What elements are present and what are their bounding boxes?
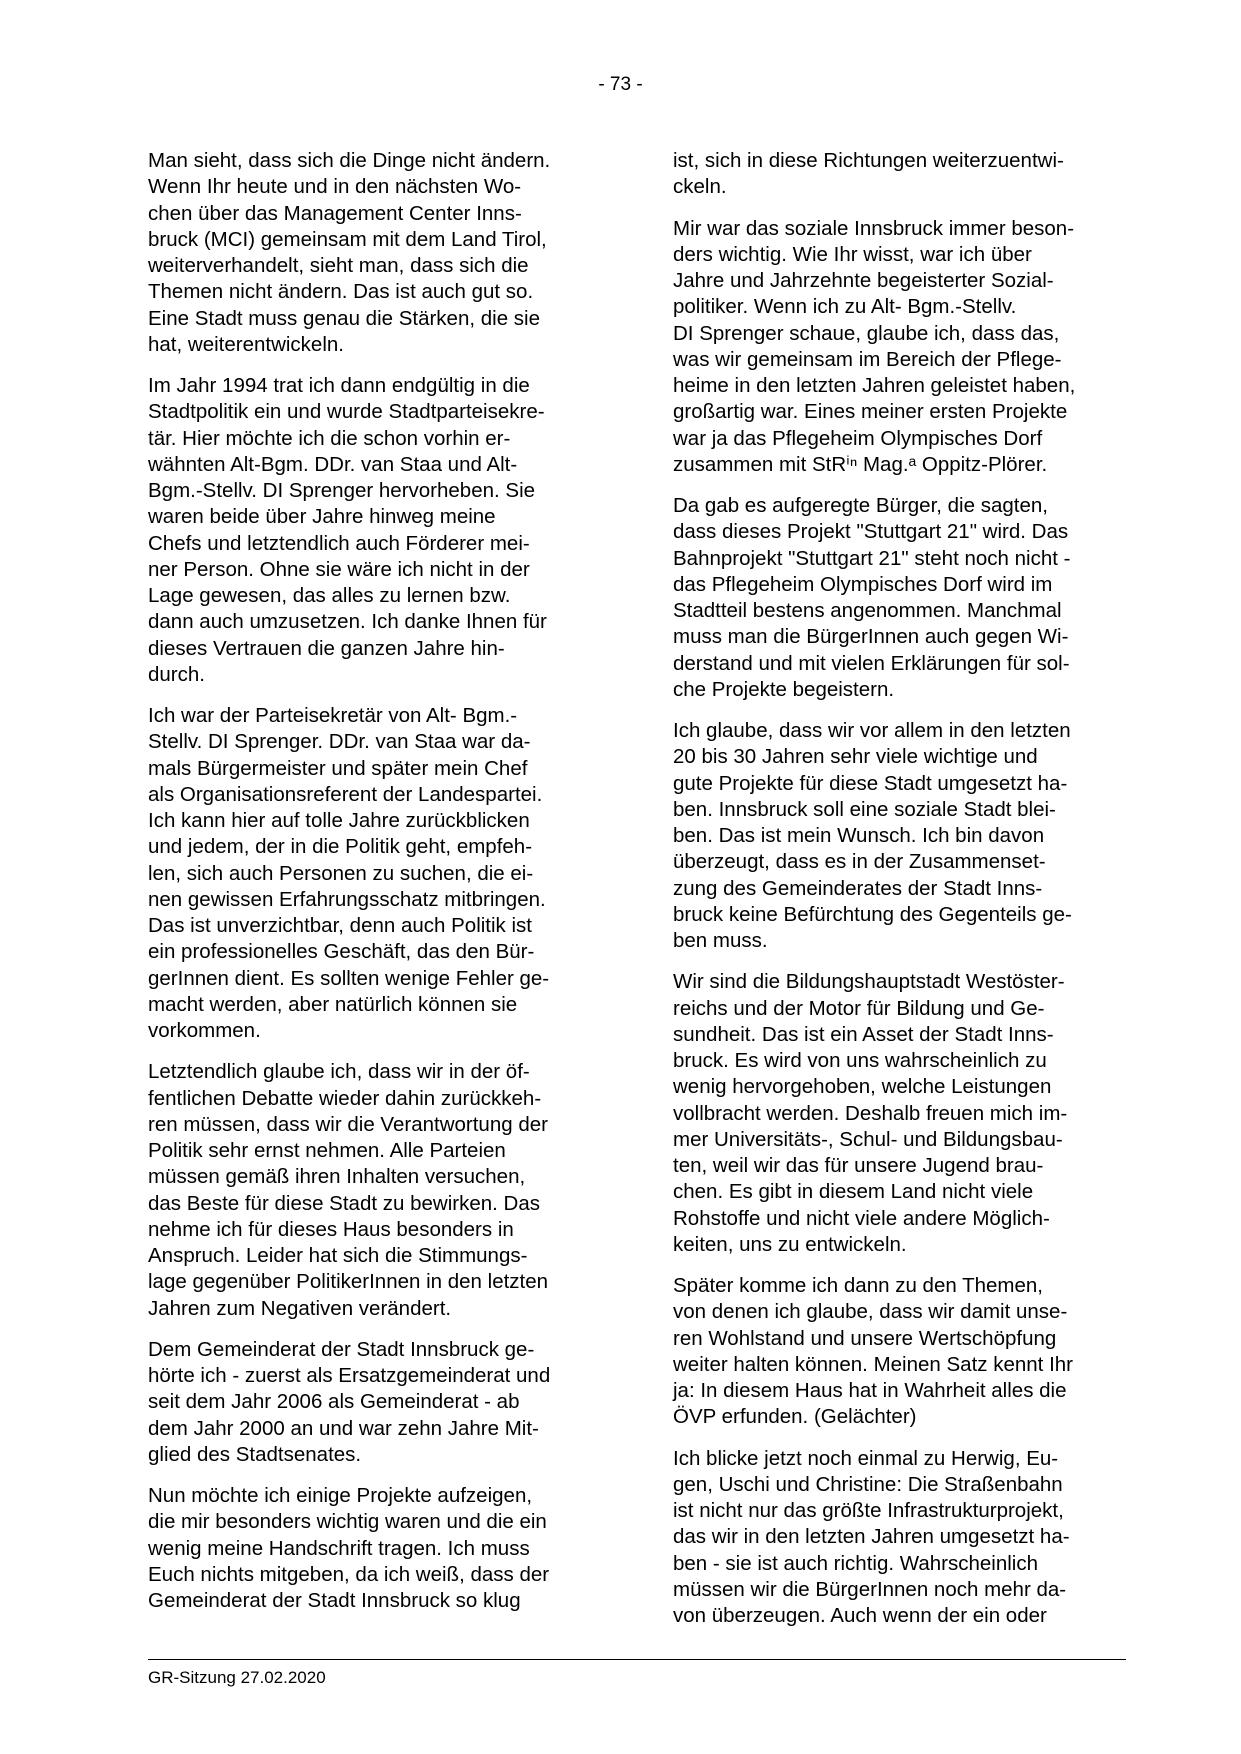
paragraph: Mir war das soziale Innsbruck immer beson- ders wichtig. Wie Ihr wisst, war ich über Jahre und Jahrzehnte begeisterter Sozial- politiker. Wenn ich zu Alt- Bgm.-Stellv. DI Sprenger schaue, glaube ich, dass das, was wir gemeinsam im Bereich der Pflege- heime in den letzten Jahren geleistet haben, großartig war. Eines meiner ersten Projekte war ja das Pflegeheim Olympisches Dorf zusammen mit StRⁱⁿ Mag.ᵃ Oppitz-Plörer. bbox=[673, 216, 1076, 476]
paragraph: Ich blicke jetzt noch einmal zu Herwig, Eu- gen, Uschi und Christine: Die Straßenbahn ist nicht nur das größte Infrastrukturprojekt, das wir in den letzten Jahren umgesetzt ha- ben - sie ist auch richtig. Wahrscheinlich müssen wir die BürgerInnen noch mehr da- von überzeugen. Auch wenn der ein oder bbox=[673, 1446, 1070, 1627]
paragraph: Im Jahr 1994 trat ich dann endgültig in die Stadtpolitik ein und wurde Stadtparteisekre- tär. Hier möchte ich die schon vorhin er- wähnten Alt-Bgm. DDr. van Staa und Alt- Bgm.-Stellv. DI Sprenger hervorheben. Sie waren beide über Jahre hinweg meine Chefs und letztendlich auch Förderer mei- ner Person. Ohne sie wäre ich nicht in der Lage gewesen, das alles zu lernen bzw. dann auch umzusetzen. Ich danke Ihnen für dieses Vertrauen die ganzen Jahre hin- durch. bbox=[148, 374, 547, 686]
paragraph: Später komme ich dann zu den Themen, von denen ich glaube, dass wir damit unse- ren Wohlstand und unsere Wertschöpfung weiter halten können. Meinen Satz kennt Ihr ja: In diesem Haus hat in Wahrheit alles die ÖVP erfunden. (Gelächter) bbox=[673, 1274, 1073, 1429]
paragraph: Nun möchte ich einige Projekte aufzeigen, die mir besonders wichtig waren und die ein wenig meine Handschrift tragen. Ich muss Euch nichts mitgeben, da ich weiß, dass der Gemeinderat der Stadt Innsbruck so klug bbox=[148, 1484, 550, 1612]
left-column bbox=[148, 148, 598, 1629]
paragraph: ist, sich in diese Richtungen weiterzuentwi- ckeln. bbox=[673, 149, 1064, 199]
right-column bbox=[673, 148, 1123, 1644]
footer-session-date: GR-Sitzung 27.02.2020 bbox=[148, 1668, 326, 1687]
paragraph: Man sieht, dass sich die Dinge nicht ändern. Wenn Ihr heute und in den nächsten Wo- chen über das Management Center Inns- bruck (MCI) gemeinsam mit dem Land Tirol, weiterverhandelt, sieht man, dass sich die Themen nicht ändern. Das ist auch gut so. Eine Stadt muss genau die Stärken, die sie hat, weiterentwickeln. bbox=[148, 149, 551, 356]
paragraph: Ich glaube, dass wir vor allem in den letzten 20 bis 30 Jahren sehr viele wichtige und gute Projekte für diese Stadt umgesetzt ha- ben. Innsbruck soll eine soziale Stadt blei- ben. Das ist mein Wunsch. Ich bin davon überzeugt, dass es in der Zusammenset- zung des Gemeinderates der Stadt Inns- bruck keine Befürchtung des Gegenteils ge- ben muss. bbox=[673, 719, 1072, 952]
page-number: - 73 - bbox=[598, 74, 643, 95]
footer-divider bbox=[148, 1659, 1126, 1660]
paragraph: Da gab es aufgeregte Bürger, die sagten, dass dieses Projekt "Stuttgart 21" wird. Das Bahnprojekt "Stuttgart 21" steht noch nicht - das Pflegeheim Olympisches Dorf wird im Stadtteil bestens angenommen. Manchmal muss man die BürgerInnen auch gegen Wi- derstand und mit vielen Erklärungen für sol- che Projekte begeistern. bbox=[673, 494, 1071, 701]
paragraph: Dem Gemeinderat der Stadt Innsbruck ge- hörte ich - zuerst als Ersatzgemeinderat und seit dem Jahr 2006 als Gemeinderat - ab dem Jahr 2000 an und war zehn Jahre Mit- glied des Stadtsenates. bbox=[148, 1337, 551, 1466]
paragraph: Ich war der Parteisekretär von Alt- Bgm.- Stellv. DI Sprenger. DDr. van Staa war da- mals Bürgermeister und später mein Chef als Organisationsreferent der Landespartei. Ich kann hier auf tolle Jahre zurückblicken und jedem, der in die Politik geht, empfeh- len, sich auch Personen zu suchen, die ei- nen gewissen Erfahrungsschatz mitbringen. Das ist unverzichtbar, denn auch Politik ist ein professionelles Geschäft, das den Bür- gerInnen dient. Es sollten wenige Fehler ge- macht werden, aber natürlich können sie vorkommen. bbox=[148, 704, 550, 1042]
paragraph: Wir sind die Bildungshauptstadt Westöster- reichs und der Motor für Bildung und Ge- sundheit. Das ist ein Asset der Stadt Inns- bruck. Es wird von uns wahrscheinlich zu wenig hervorgehoben, welche Leistungen vollbracht werden. Deshalb freuen mich im- mer Universitäts-, Schul- und Bildungsbau- ten, weil wir das für unsere Jugend brau- chen. Es gibt in diesem Land nicht viele Rohstoffe und nicht viele andere Möglich- keiten, uns zu entwickeln. bbox=[673, 970, 1068, 1256]
paragraph: Letztendlich glaube ich, dass wir in der öf- fentlichen Debatte wieder dahin zurückkeh- ren müssen, dass wir die Verantwortung der Politik sehr ernst nehmen. Alle Parteien müssen gemäß ihren Inhalten versuchen, das Beste für diese Stadt zu bewirken. Das nehme ich für dieses Haus besonders in Anspruch. Leider hat sich die Stimmungs- lage gegenüber PolitikerInnen in den letzten Jahren zum Negativen verändert. bbox=[148, 1060, 549, 1320]
